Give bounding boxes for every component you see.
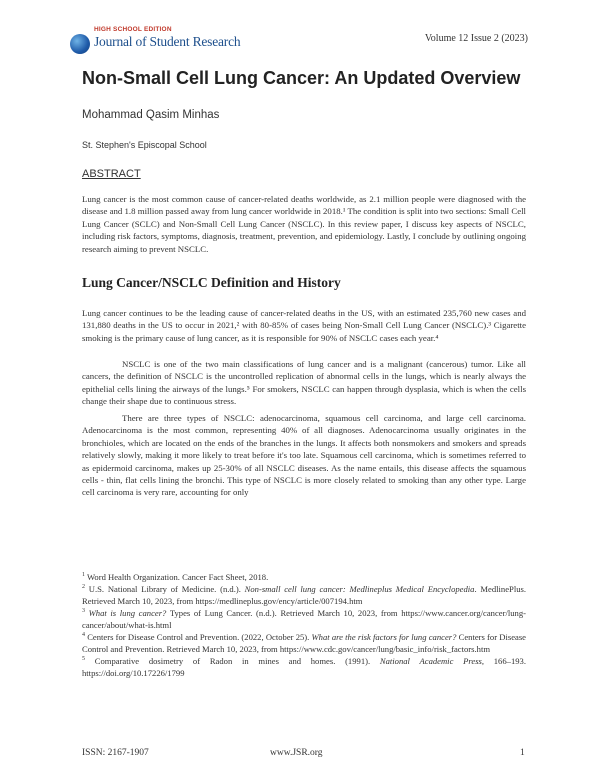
footnote: $^4$ Centers for Disease Control and Prevention. (2022, October 25). What are the risk factors for lung cancer? Centers for Disease Control and Prevention. Retrieved March 10, 2023, from https://www.cdc.gov/cancer/lung/basic_info/risk_factors.htm xyxy=(82,632,526,654)
globe-icon xyxy=(70,34,90,54)
body-paragraph: NSCLC is one of the two main classifications of lung cancer and is a malignant (cancerous) tumor. Like all cancers, the definition of NSCLC is the uncontrolled replication of abnormal cells in the lungs, which is nearly always the epithelial cells lining the airways of the lungs.⁵ For smokers, NSCLC can happen through dysplasia, which is when the cells change their shape due to continuous stress. xyxy=(82,359,526,407)
page-number: 1 xyxy=(520,748,525,758)
footnote: $^2$ U.S. National Library of Medicine. (n.d.). Non-small cell lung cancer: Medlineplus Medical Encyclopedia. MedlinePlus. Retrieved March 10, 2023, from https://medlineplus.gov/ency/article/007194.htm xyxy=(82,584,526,606)
author-name: Mohammad Qasim Minhas xyxy=(82,109,220,121)
section-heading: Lung Cancer/NSCLC Definition and History xyxy=(82,275,341,290)
journal-logo xyxy=(70,24,250,56)
footer-website: www.JSR.org xyxy=(270,748,323,758)
abstract-heading: ABSTRACT xyxy=(82,168,141,180)
logo-edition-label: HIGH SCHOOL EDITION xyxy=(94,26,172,33)
footnotes xyxy=(82,571,526,679)
paper-title: Non-Small Cell Lung Cancer: An Updated Overview xyxy=(82,68,521,88)
footnote: $^5$ Comparative dosimetry of Radon in mines and homes. (1991). National Academic Press, 166–193. https://doi.org/10.17226/1799 xyxy=(82,656,526,678)
volume-issue: Volume 12 Issue 2 (2023) xyxy=(424,33,528,44)
footnote: $^3$ What is lung cancer? Types of Lung Cancer. (n.d.). Retrieved March 10, 2023, from https://www.cancer.org/cancer/lung-cancer/about/what-is.html xyxy=(82,608,527,630)
author-affiliation: St. Stephen's Episcopal School xyxy=(82,140,207,150)
body-paragraph: Lung cancer continues to be the leading cause of cancer-related deaths in the US, with an estimated 235,760 new cases and 131,880 deaths in the US to occur in 2021,² with 80-85% of cases being Non-Small Cell Lung Cancer (NSCLC).³ Cigarette smoking is the primary cause of lung cancer, as it is responsible for 90% of NSCLC cases each year.⁴ xyxy=(82,308,526,343)
footnote: $^1$ Word Health Organization. Cancer Fact Sheet, 2018. xyxy=(82,572,269,582)
footer-issn: ISSN: 2167-1907 xyxy=(82,748,149,758)
body-paragraph: There are three types of NSCLC: adenocarcinoma, squamous cell carcinoma, and large cell carcinoma. Adenocarcinoma is the most common, representing 40% of all diagnoses. Adenocarcinoma usually originates in the bronchioles, which are located on the ends of the branches in the lungs. It affects both nonsmokers and smokers and spreads relatively slowly, making it more likely to treat before it's too late. Squamous cell carcinoma, which is sometimes referred to as epidermoid carcinoma, makes up 25-30% of all NSCLC diseases. As the name entails, this disease affects the squamous cells - thin, flat cells lining the bronchi. This type of NSCLC is more closely related to smoking than any other type. Large cell carcinoma is very rare, accounting for only xyxy=(82,413,526,498)
abstract-text: Lung cancer is the most common cause of cancer-related deaths worldwide, as 2.1 million people were diagnosed with the disease and 1.8 million passed away from lung cancer worldwide in 2018.¹ The condition is split into two sections: Small Cell Lung Cancer (SCLC) and Non-Small Cell Lung Cancer (NSCLC). In this review paper, I discuss key aspects of NSCLC, including risk factors, symptoms, diagnosis, treatment, prevention, and epidemiology. Lastly, I conclude by outlining ongoing research aiming to prevent NSCLC. xyxy=(82,194,526,254)
journal-name: Journal of Student Research xyxy=(94,34,241,49)
